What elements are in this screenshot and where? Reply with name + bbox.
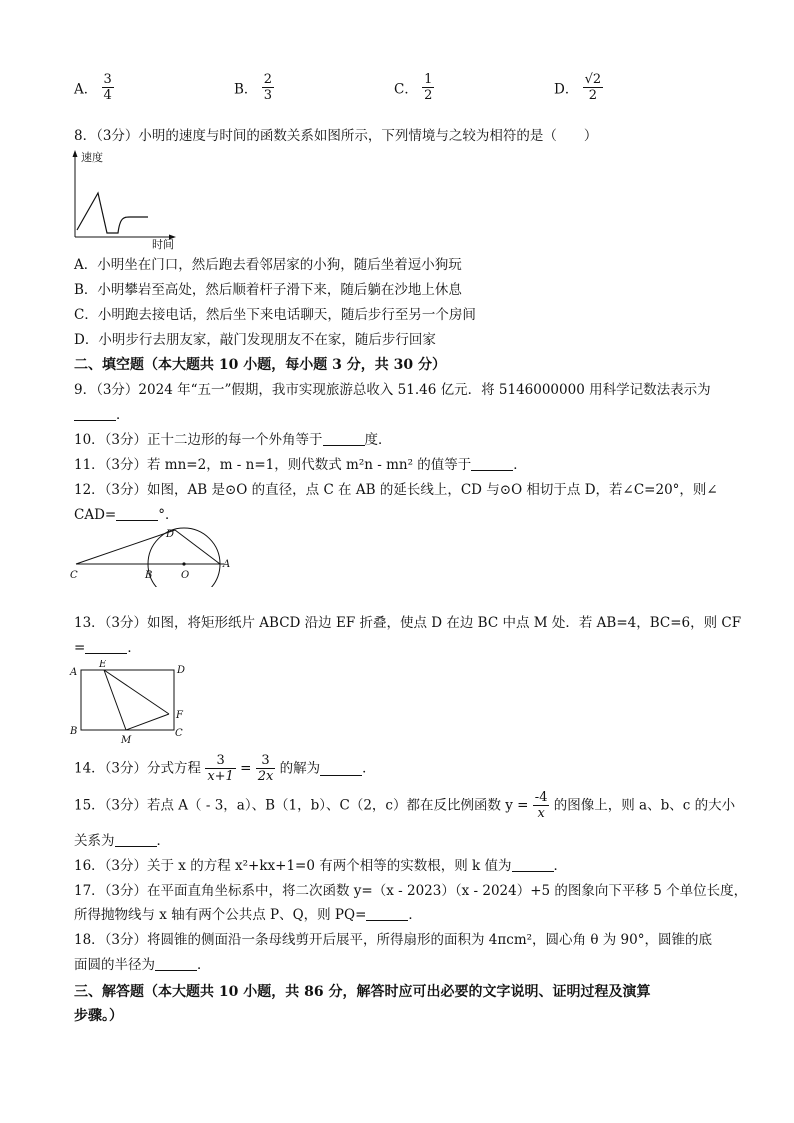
answer-blank[interactable]: [366, 906, 408, 921]
q8-option-b: B．小明攀岩至高处，然后顺着杆子滑下来，随后躺在沙地上休息: [74, 282, 462, 298]
q7-option-c: C． $\frac{1}{2}$: [394, 72, 433, 103]
fraction: $\frac{3}{2x}$: [257, 753, 274, 784]
q7-option-a: A． $\frac{3}{4}$: [74, 72, 112, 103]
answer-blank[interactable]: [155, 956, 197, 971]
answer-blank[interactable]: [116, 506, 158, 521]
answer-blank[interactable]: [323, 431, 365, 446]
answer-blank[interactable]: [85, 639, 127, 654]
q17-line1: 17．（3分）在平面直角坐标系中，将二次函数 y=（x - 2023）（x - 2024）+5 的图象向下平移 5 个单位长度，: [74, 883, 748, 899]
fraction: $\frac{2}{3}$: [263, 72, 272, 103]
q18-line2: 面圆的半径为 ．: [74, 957, 211, 973]
q8-option-c: C．小明跑去接电话，然后坐下来电话聊天，随后步行至另一个房间: [74, 307, 476, 323]
fraction: $\frac{1}{2}$: [424, 72, 433, 103]
label-a: A: [223, 559, 231, 570]
answer-blank[interactable]: [512, 857, 554, 872]
section-3-heading-line1: 三、解答题（本大题共 10 小题，共 86 分，解答时应可出必要的文字说明、证明过程及演算: [74, 984, 651, 1000]
fraction: $\frac{√2}{2}$: [584, 72, 602, 103]
answer-blank[interactable]: [471, 456, 513, 471]
q14: 14．（3分）分式方程 $\frac{3}{x+1}$ = $\frac{3}{2x}$ 的解为 ．: [74, 753, 376, 784]
q15-line2: 关系为 ．: [74, 833, 170, 849]
q13-line2: = ．: [74, 640, 141, 656]
q8-option-d: D．小明步行去朋友家，敲门发现朋友不在家，随后步行回家: [74, 332, 436, 348]
section-3-heading-line2: 步骤。）: [74, 1008, 123, 1024]
q8-option-a: A．小明坐在门口，然后跑去看邻居家的小狗，随后坐着逗小狗玩: [74, 257, 462, 273]
q7-option-b: B． $\frac{2}{3}$: [234, 72, 272, 103]
label-b: B: [70, 726, 78, 737]
fraction: $\frac{3}{4}$: [103, 72, 112, 103]
x-axis-label: 时间: [152, 238, 174, 251]
answer-blank[interactable]: [115, 832, 157, 847]
q16: 16．（3分）关于 x 的方程 x²+kx+1=0 有两个相等的实数根，则 k 值为 ．: [74, 858, 567, 874]
label-e: E: [99, 660, 107, 670]
label-c: C: [175, 728, 183, 739]
label-o: O: [181, 570, 190, 581]
q9-line1: 9．（3分）2024 年“五一”假期，我市实现旅游总收入 51.46 亿元．将 5146000000 用科学记数法表示为: [74, 382, 711, 398]
label-a: A: [70, 667, 78, 678]
answer-blank[interactable]: [320, 761, 362, 776]
label-f: F: [176, 710, 183, 721]
label-m: M: [121, 735, 132, 746]
q13-line1: 13．（3分）如图，将矩形纸片 ABCD 沿边 EF 折叠，使点 D 在边 BC 中点 M 处．若 AB=4，BC=6，则 CF: [74, 615, 742, 631]
q13-rectangle-figure: [66, 660, 192, 746]
answer-blank[interactable]: [74, 406, 116, 421]
label-c: C: [70, 570, 78, 581]
q7-options: [74, 72, 674, 116]
q12-circle-figure: [66, 527, 246, 587]
q10: 10．（3分）正十二边形的每一个外角等于 度．: [74, 432, 392, 448]
q11: 11．（3分）若 mn=2，m - n=1，则代数式 m²n - mn² 的值等于 ．: [74, 457, 527, 473]
label-b: B: [145, 570, 153, 581]
q8-speed-time-graph: [66, 147, 186, 251]
y-axis-label: 速度: [81, 151, 103, 164]
q17-line2: 所得抛物线与 x 轴有两个公共点 P、Q，则 PQ= ．: [74, 907, 422, 923]
q12-line1: 12．（3分）如图，AB 是⊙O 的直径，点 C 在 AB 的延长线上，CD 与⊙O 相切于点 D，若∠C=20°，则∠: [74, 482, 718, 498]
fraction: $\frac{3}{x+1}$: [207, 753, 234, 784]
section-2-heading: 二、填空题（本大题共 10 小题，每小题 3 分，共 30 分）: [74, 357, 446, 373]
q8-stem: 8．（3分）小明的速度与时间的函数关系如图所示，下列情境与之较为相符的是（ ）: [74, 128, 598, 144]
q18-line1: 18．（3分）将圆锥的侧面沿一条母线剪开后展平，所得扇形的面积为 4πcm²，圆心角 θ 为 90°，圆锥的底: [74, 932, 712, 948]
label-d: D: [166, 529, 175, 540]
q15-line1: 15．（3分）若点 A（ - 3，a）、B（1，b）、C（2，c）都在反比例函数 y = $\frac{-4}{x}$ 的图像上，则 a、b、c 的大小: [74, 790, 736, 821]
q9-line2: ．: [74, 406, 130, 424]
q12-line2: CAD= °．: [74, 507, 179, 523]
label-d: D: [177, 665, 186, 676]
q7-option-d: D． $\frac{√2}{2}$: [554, 72, 602, 103]
fraction: $\frac{-4}{x}$: [534, 790, 548, 821]
